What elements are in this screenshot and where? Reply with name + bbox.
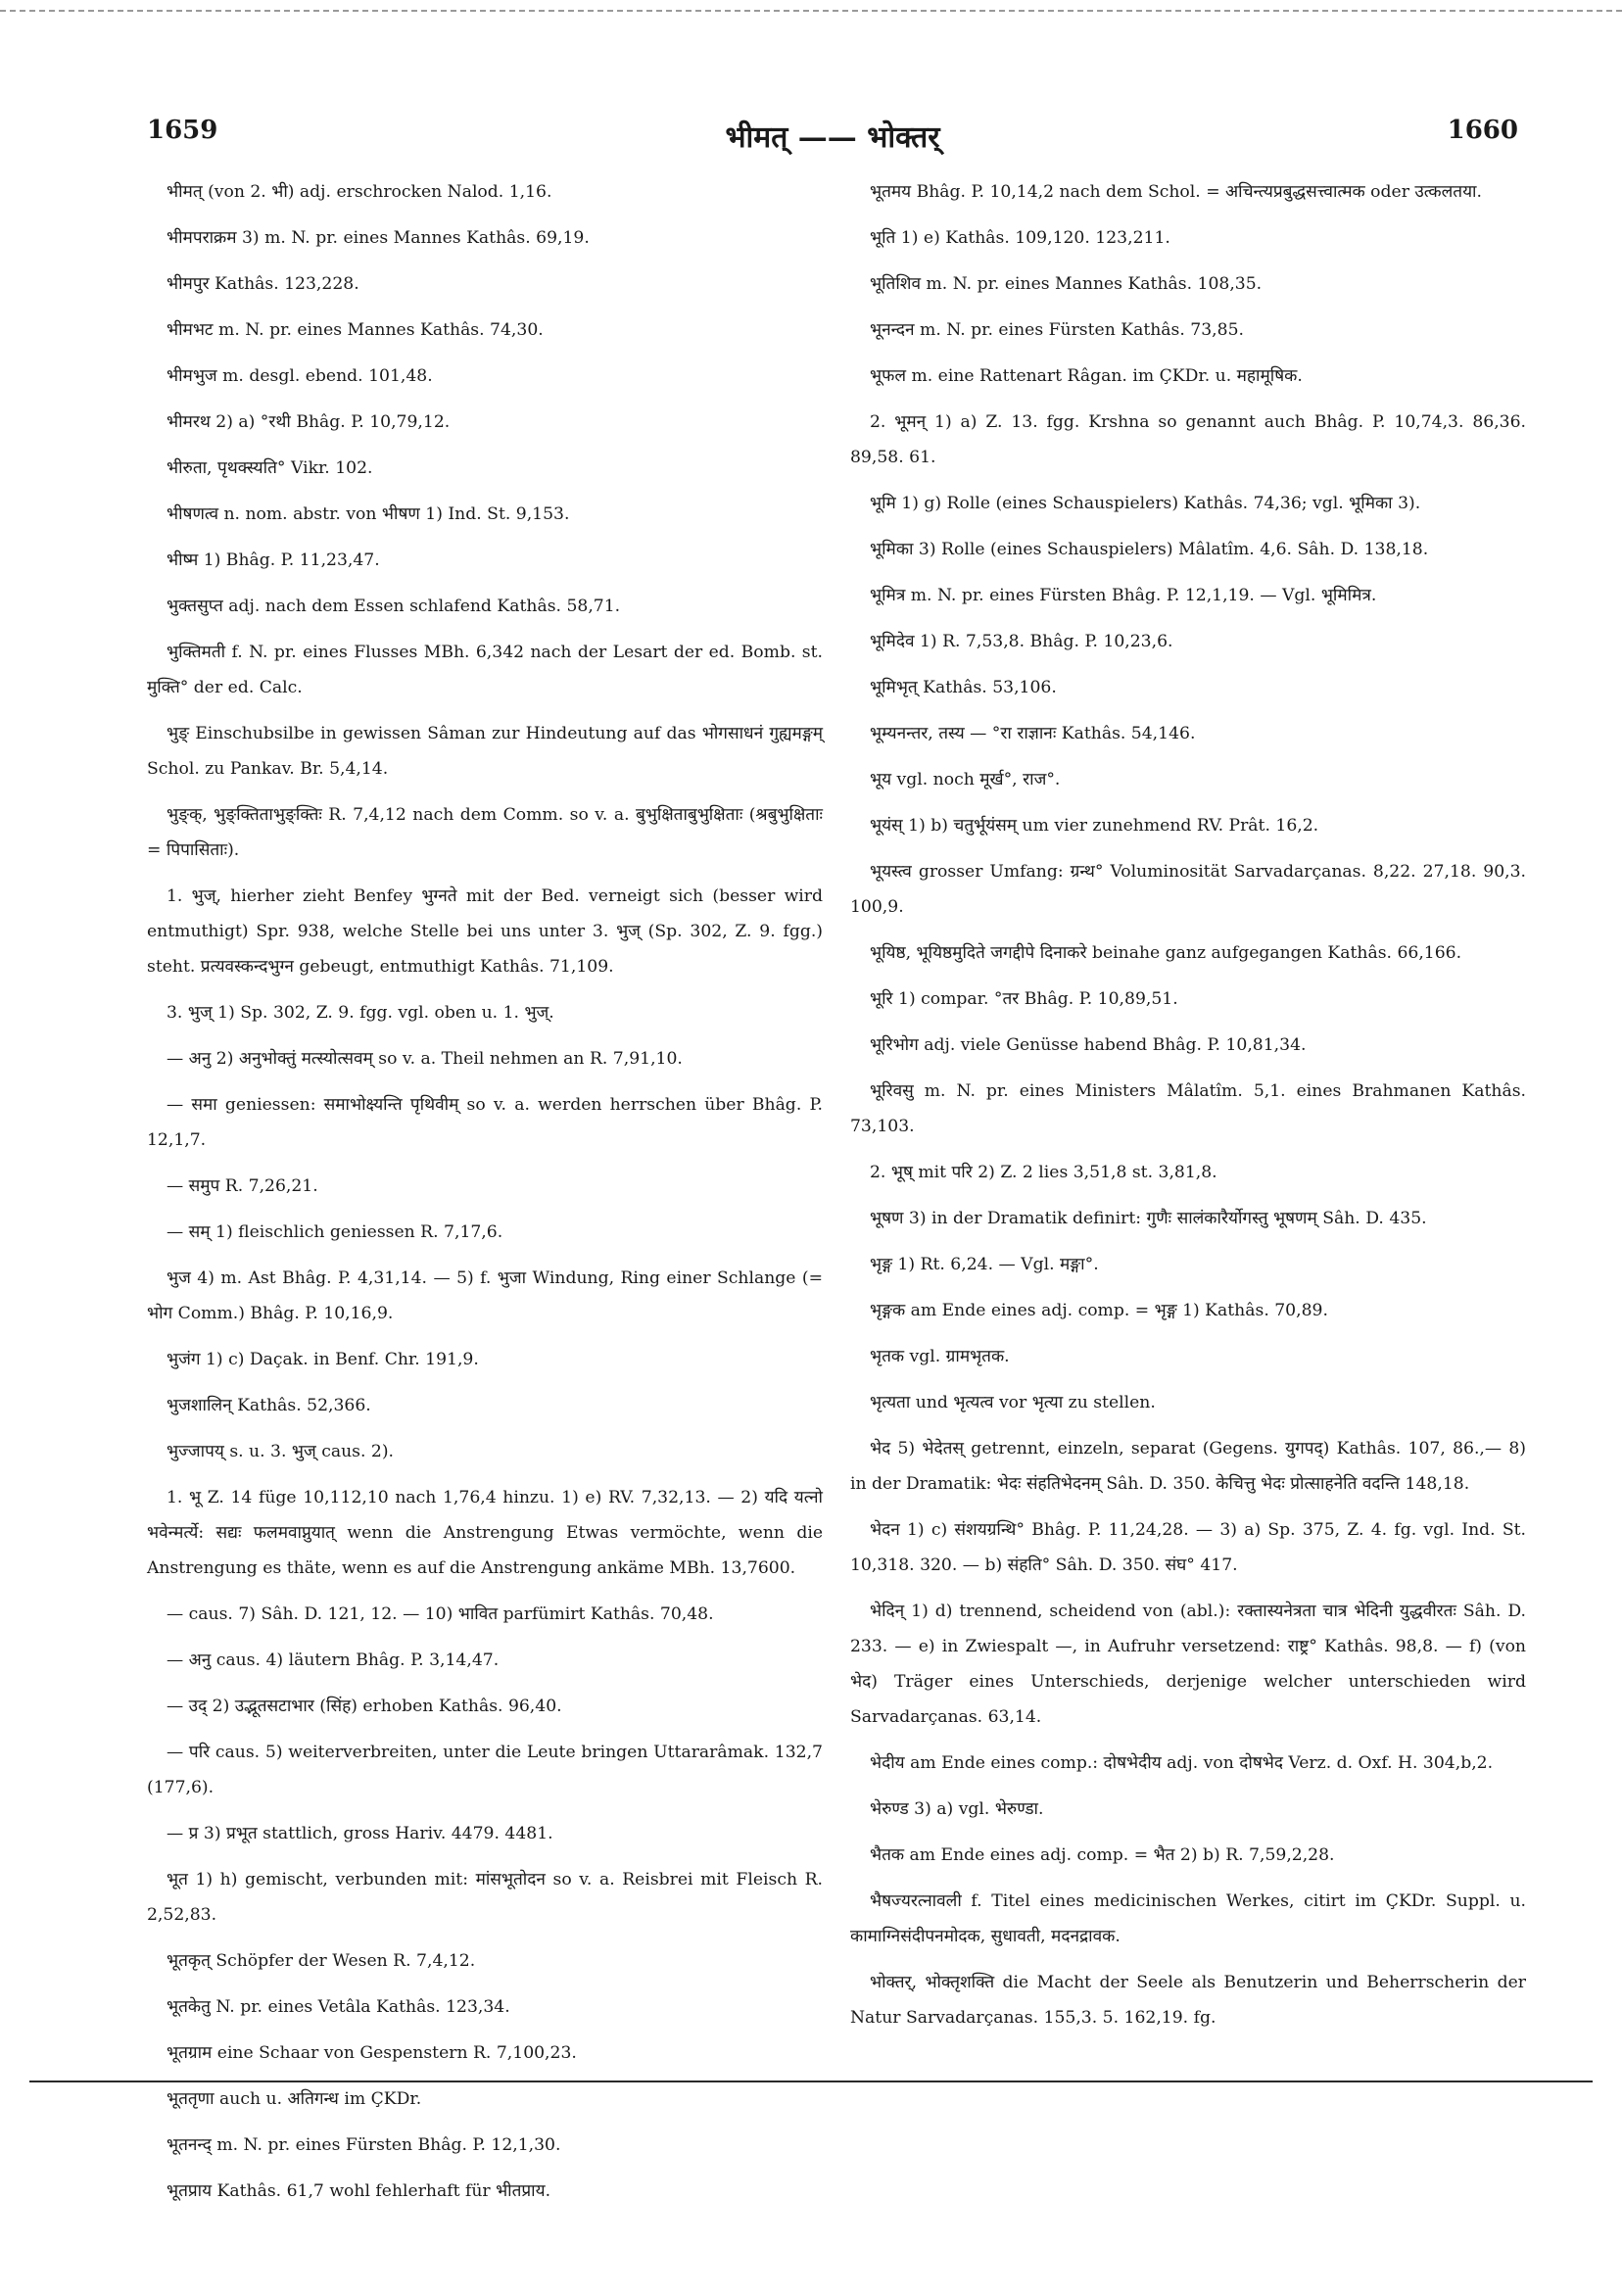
dictionary-entry: भूरिवसु m. N. pr. eines Ministers Mâlatîm. 5,1. eines Brahmanen Kathâs. 73,103. <box>850 1081 1526 1136</box>
dictionary-entry: भुजंग 1) c) Daçak. in Benf. Chr. 191,9. <box>167 1350 479 1369</box>
dictionary-entry: — सम् 1) fleischlich geniessen R. 7,17,6. <box>167 1222 503 1242</box>
dictionary-entry: भूमिदेव 1) R. 7,53,8. Bhâg. P. 10,23,6. <box>870 632 1173 651</box>
dictionary-entry: भोक्तर्, भोक्तृशक्ति die Macht der Seele als Benutzerin und Beherrscherin der Natur Sarvadarçanas. 155,3. 5. 162,19. fg. <box>850 1973 1526 2028</box>
dictionary-entry: भुङ् Einschubsilbe in gewissen Sâman zur Hindeutung auf das भोगसाधनं गुह्यमङ्गम् Schol. zu Pankav. Br. 5,4,14. <box>147 724 823 779</box>
dictionary-entry: भूतमय Bhâg. P. 10,14,2 nach dem Schol. = अचिन्त्यप्रबुद्धसत्त्वात्मक oder उत्कलतया. <box>870 182 1482 202</box>
dictionary-entry: भूयंस् 1) b) चतुर्भूयंसम् um vier zunehmend RV. Prât. 16,2. <box>870 816 1319 836</box>
dictionary-entry: भृत्यता und भृत्यत्व vor भृत्या zu stellen. <box>870 1393 1156 1412</box>
dictionary-entry: भूमित्र m. N. pr. eines Fürsten Bhâg. P. 12,1,19. — Vgl. भूमिमित्र. <box>870 586 1377 605</box>
dictionary-entry: 2. भूष् mit परि 2) Z. 2 lies 3,51,8 st. 3,81,8. <box>870 1163 1217 1182</box>
dictionary-entry: — समुप R. 7,26,21. <box>167 1176 318 1196</box>
dictionary-entry: भेदिन् 1) d) trennend, scheidend von (abl.): रक्तास्यनेत्रता चात्र भेदिनी युद्धवीरतः Sâh. D. 233. — e) in Zwiespalt —, in Aufruhr versetzend: राष्ट्र° Kathâs. 98,8. — f) (von भेद) Träger eines Unterschieds, derjenige welcher unterschieden wird Sarvadarçanas. 63,14. <box>850 1602 1526 1727</box>
dictionary-entry: भीमपुर Kathâs. 123,228. <box>167 274 359 294</box>
dictionary-entry: भूय vgl. noch मूर्ख°, राज°. <box>870 770 1061 789</box>
top-rule <box>0 0 1622 12</box>
dictionary-entry: भीमपराक्रम 3) m. N. pr. eines Mannes Kathâs. 69,19. <box>167 228 590 248</box>
page-number-right: 1660 <box>1447 116 1518 145</box>
dictionary-entry: — परि caus. 5) weiterverbreiten, unter die Leute bringen Uttararâmak. 132,7 (177,6). <box>147 1743 823 1797</box>
dictionary-entry: भुजशालिन् Kathâs. 52,366. <box>167 1396 371 1415</box>
left-column <box>147 174 823 2220</box>
dictionary-entry: — उद् 2) उद्भूतसटाभार (सिंह) erhoben Kathâs. 96,40. <box>167 1697 562 1716</box>
dictionary-entry: भीमत् (von 2. भी) adj. erschrocken Nalod. 1,16. <box>167 182 552 202</box>
right-column <box>850 174 1526 2046</box>
dictionary-entry: भूम्यनन्तर, तस्य — °रा राज्ञानः Kathâs. 54,146. <box>870 724 1196 743</box>
columns <box>147 174 1526 2201</box>
dictionary-entry: भूतग्राम eine Schaar von Gespenstern R. 7,100,23. <box>167 2043 577 2063</box>
dictionary-entry: भेद 5) भेदेतस् getrennt, einzeln, separat (Gegens. युगपद्) Kathâs. 107, 86.,— 8) in der Dramatik: भेदः संहतिभेदनम् Sâh. D. 350. केचित्तु भेदः प्रोत्साहनेति वदन्ति 148,18. <box>850 1439 1526 1494</box>
dictionary-entry: 1. भुज्, hierher zieht Benfey भुग्नते mit der Bed. verneigt sich (besser wird entmuthigt) Spr. 938, welche Stelle bei uns unter 3. भुज् (Sp. 302, Z. 9. fgg.) steht. प्रत्यवस्कन्दभुग्न gebeugt, entmuthigt Kathâs. 71,109. <box>147 886 823 977</box>
dictionary-entry: भेदन 1) c) संशयग्रन्थि° Bhâg. P. 11,24,28. — 3) a) Sp. 375, Z. 4. fg. vgl. Ind. St. 10,318. 320. — b) संहति° Sâh. D. 350. संघ° 417. <box>850 1520 1526 1575</box>
dictionary-entry: भूतिशिव m. N. pr. eines Mannes Kathâs. 108,35. <box>870 274 1263 294</box>
dictionary-entry: भूत 1) h) gemischt, verbunden mit: मांसभूतोदन so v. a. Reisbrei mit Fleisch R. 2,52,83. <box>147 1870 823 1925</box>
dictionary-entry: भीष्म 1) Bhâg. P. 11,23,47. <box>167 550 380 570</box>
dictionary-entry: भूमिभृत् Kathâs. 53,106. <box>870 678 1057 697</box>
dictionary-entry: भीरुता, पृथक्स्यति° Vikr. 102. <box>167 458 373 478</box>
page-number-left: 1659 <box>147 116 218 145</box>
dictionary-entry: भूतप्राय Kathâs. 61,7 wohl fehlerhaft für भीतप्राय. <box>167 2181 551 2201</box>
dictionary-entry: भूमिका 3) Rolle (eines Schauspielers) Mâlatîm. 4,6. Sâh. D. 138,18. <box>870 540 1429 559</box>
dictionary-entry: भैषज्यरत्नावली f. Titel eines medicinischen Werkes, citirt im ÇKDr. Suppl. u. कामाग्निसंदीपनमोदक, सुधावती, मदनद्रावक. <box>850 1891 1526 1946</box>
page-header <box>147 116 1518 165</box>
dictionary-entry: — अनु caus. 4) läutern Bhâg. P. 3,14,47. <box>167 1650 500 1670</box>
dictionary-entry: भृङ्ग 1) Rt. 6,24. — Vgl. मङ्गा°. <box>870 1255 1099 1274</box>
dictionary-entry: — समा geniessen: समाभोक्ष्यन्ति पृथिवीम् so v. a. werden herrschen über Bhâg. P. 12,1,7. <box>147 1095 823 1150</box>
dictionary-entry: भूतनन्द् m. N. pr. eines Fürsten Bhâg. P. 12,1,30. <box>167 2135 561 2155</box>
bottom-rule <box>29 2081 1593 2082</box>
running-title: भीमत् —— भोक्तर् <box>725 120 940 155</box>
dictionary-entry: भूनन्दन m. N. pr. eines Fürsten Kathâs. 73,85. <box>870 320 1244 340</box>
dictionary-entry: भैतक am Ende eines adj. comp. = भैत 2) b) R. 7,59,2,28. <box>870 1845 1335 1865</box>
dictionary-entry: भीमरथ 2) a) °रथी Bhâg. P. 10,79,12. <box>167 412 451 432</box>
dictionary-entry: भूरिभोग adj. viele Genüsse habend Bhâg. P. 10,81,34. <box>870 1035 1307 1055</box>
dictionary-entry: भूरि 1) compar. °तर Bhâg. P. 10,89,51. <box>870 989 1178 1009</box>
dictionary-entry: भीमभट m. N. pr. eines Mannes Kathâs. 74,30. <box>167 320 544 340</box>
dictionary-entry: 2. भूमन् 1) a) Z. 13. fgg. Krshna so genannt auch Bhâg. P. 10,74,3. 86,36. 89,58. 61. <box>850 412 1526 467</box>
dictionary-entry: भूतकेतु N. pr. eines Vetâla Kathâs. 123,34. <box>167 1997 510 2017</box>
dictionary-entry: भुक्तिमती f. N. pr. eines Flusses MBh. 6,342 nach der Lesart der ed. Bomb. st. मुक्ति° der ed. Calc. <box>147 643 823 697</box>
dictionary-entry: भेदीय am Ende eines comp.: दोषभेदीय adj. von दोषभेद Verz. d. Oxf. H. 304,b,2. <box>870 1753 1494 1773</box>
dictionary-entry: भूफल m. eine Rattenart Râgan. im ÇKDr. u. महामूषिक. <box>870 366 1303 386</box>
dictionary-entry: भूति 1) e) Kathâs. 109,120. 123,211. <box>870 228 1170 248</box>
dictionary-entry: भुज 4) m. Ast Bhâg. P. 4,31,14. — 5) f. भुजा Windung, Ring einer Schlange (= भोग Comm.) Bhâg. P. 10,16,9. <box>147 1268 823 1323</box>
dictionary-entry: भुङ्क्, भुङ्क्तिताभुङ्क्तिः R. 7,4,12 nach dem Comm. so v. a. बुभुक्षिताबुभुक्षिताः (श्रबुभुक्षिताः = पिपासिताः). <box>147 805 823 860</box>
dictionary-entry: भूयस्त्व grosser Umfang: ग्रन्थ° Voluminosität Sarvadarçanas. 8,22. 27,18. 90,3. 100,9. <box>850 862 1526 917</box>
dictionary-entry: भीषणत्व n. nom. abstr. von भीषण 1) Ind. St. 9,153. <box>167 504 570 524</box>
dictionary-entry: भुक्तसुप्त adj. nach dem Essen schlafend Kathâs. 58,71. <box>167 597 621 616</box>
dictionary-entry: 3. भुज् 1) Sp. 302, Z. 9. fgg. vgl. oben u. 1. भुज्. <box>167 1003 554 1023</box>
dictionary-entry: — प्र 3) प्रभूत stattlich, gross Hariv. 4479. 4481. <box>167 1824 553 1843</box>
dictionary-entry: भूतकृत् Schöpfer der Wesen R. 7,4,12. <box>167 1951 476 1971</box>
dictionary-entry: भूततृणा auch u. अतिगन्ध im ÇKDr. <box>167 2089 422 2109</box>
dictionary-entry: — अनु 2) अनुभोक्तुं मत्स्योत्सवम् so v. a. Theil nehmen an R. 7,91,10. <box>167 1049 683 1069</box>
dictionary-entry: भूमि 1) g) Rolle (eines Schauspielers) Kathâs. 74,36; vgl. भूमिका 3). <box>870 494 1421 513</box>
dictionary-entry: भेरुण्ड 3) a) vgl. भेरुण्डा. <box>870 1799 1044 1819</box>
dictionary-entry: भूयिष्ठ, भूयिष्ठमुदिते जगद्दीपे दिनाकरे beinahe ganz aufgegangen Kathâs. 66,166. <box>870 943 1462 963</box>
dictionary-entry: भूषण 3) in der Dramatik definirt: गुणैः सालंकारैर्योगस्तु भूषणम् Sâh. D. 435. <box>870 1209 1427 1228</box>
dictionary-entry: — caus. 7) Sâh. D. 121, 12. — 10) भावित parfümirt Kathâs. 70,48. <box>167 1604 714 1624</box>
dictionary-entry: भीमभुज m. desgl. ebend. 101,48. <box>167 366 433 386</box>
dictionary-entry: भुज्जापय् s. u. 3. भुज् caus. 2). <box>167 1442 395 1461</box>
dictionary-entry: भृङ्गक am Ende eines adj. comp. = भृङ्ग 1) Kathâs. 70,89. <box>870 1301 1328 1320</box>
dictionary-entry: भृतक vgl. ग्रामभृतक. <box>870 1347 1010 1366</box>
dictionary-entry: 1. भू Z. 14 füge 10,112,10 nach 1,76,4 hinzu. 1) e) RV. 7,32,13. — 2) यदि यत्नो भवेन्मर्त्ये: सद्यः फलमवाप्नुयात् wenn die Anstrengung Etwas vermöchte, wenn die Anstrengung es thäte, wenn es auf die Anstrengung ankäme MBh. 13,7600. <box>147 1488 823 1578</box>
